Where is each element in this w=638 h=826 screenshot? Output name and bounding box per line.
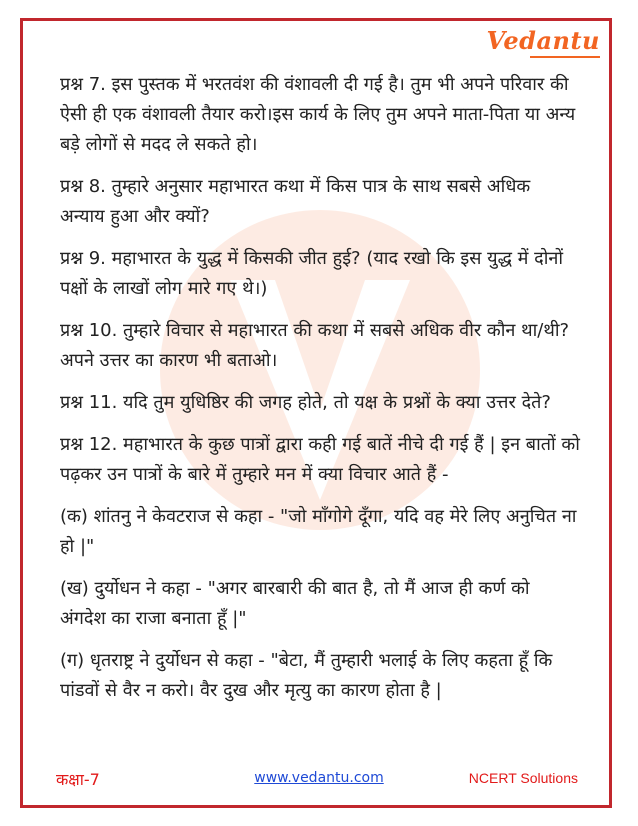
question-10: प्रश्न 10. तुम्हारे विचार से महाभारत की कथा में सबसे अधिक वीर कौन था/थी? अपने उत्तर का कारण भी बताओ। [60,320,570,371]
question-12-part-ka: (क) शांतनु ने केवटराज से कहा - "जो माँगोगे दूँगा, यदि वह मेरे लिए अनुचित ना हो |" [60,506,577,557]
footer-class-label: कक्षा-7 [56,770,100,789]
question-12: प्रश्न 12. महाभारत के कुछ पात्रों द्वारा कही गई बातें नीचे दी गई हैं | इन बातों को पढ़कर उन पात्रों के बारे में तुम्हारे मन में क्या विचार आते हैं - [60,434,580,485]
logo-underline [530,56,600,58]
question-11: प्रश्न 11. यदि तुम युधिष्ठिर की जगह होते, तो यक्ष के प्रश्नों के क्या उत्तर देते? [60,392,551,413]
footer-website-link[interactable]: www.vedantu.com [254,770,384,786]
question-12-part-ga: (ग) धृतराष्ट्र ने दुर्योधन से कहा - "बेटा, मैं तुम्हारी भलाई के लिए कहता हूँ कि पांडवों से वैर न करो। वैर दुख और मृत्यु का कारण होता है | [60,650,553,701]
question-12-part-kha: (ख) दुर्योधन ने कहा - "अगर बारबारी की बात है, तो मैं आज ही कर्ण को अंगदेश का राजा बनाता हूँ |" [60,578,530,629]
footer-ncert-label: NCERT Solutions [468,770,578,786]
questions-list [60,70,580,718]
question-9: प्रश्न 9. महाभारत के युद्ध में किसकी जीत हुई? (याद रखो कि इस युद्ध में दोनों पक्षों के लाखों लोग मारे गए थे।) [60,248,564,299]
vedantu-logo[interactable]: Vedantu [486,26,600,55]
question-8: प्रश्न 8. तुम्हारे अनुसार महाभारत कथा में किस पात्र के साथ सबसे अधिक अन्याय हुआ और क्यों? [60,176,531,227]
question-7: प्रश्न 7. इस पुस्तक में भरतवंश की वंशावली दी गई है। तुम भी अपने परिवार की ऐसी ही एक वंशावली तैयार करो।इस कार्य के लिए तुम अपने माता-पिता या अन्य बड़े लोगों से मदद ले सकते हो। [60,74,576,155]
